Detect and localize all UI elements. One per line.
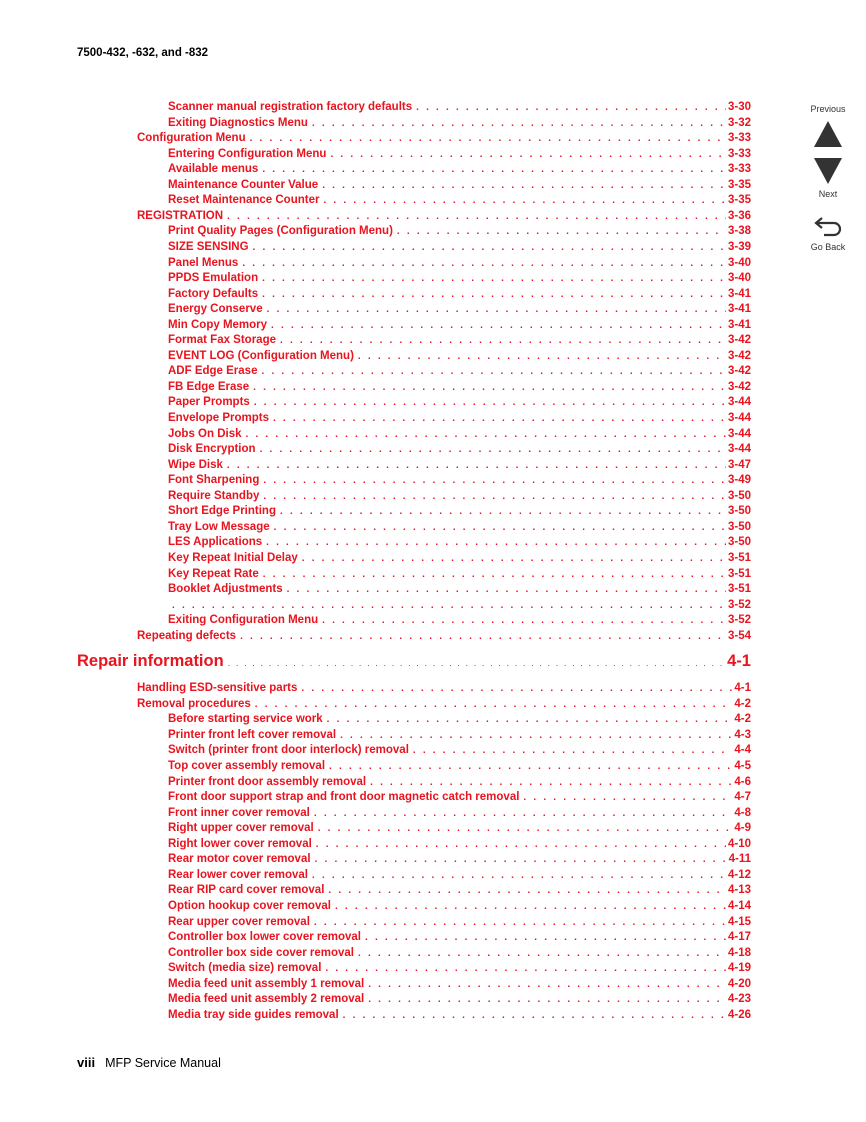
- dot-leader: [318, 821, 733, 836]
- toc-entry-label: Key Repeat Rate: [168, 567, 259, 580]
- toc-entry-label: Before starting service work: [168, 713, 323, 726]
- toc-entry[interactable]: [168, 239, 751, 255]
- toc-entry-page: 3-33: [727, 163, 751, 176]
- toc-entry-label: FB Edge Erase: [168, 380, 250, 393]
- go-back-arrow-icon: [806, 213, 850, 237]
- toc-entry[interactable]: [168, 805, 751, 821]
- toc-entry[interactable]: [168, 898, 751, 914]
- toc-entry-label: Media feed unit assembly 2 removal: [168, 993, 365, 1006]
- previous-page-button[interactable]: [806, 104, 850, 147]
- toc-entry-page: 3-40: [727, 272, 751, 285]
- toc-entry-page: 3-33: [727, 132, 751, 145]
- toc-entry-label: Printer front left cover removal: [168, 728, 337, 741]
- toc-entry[interactable]: [168, 991, 751, 1007]
- dot-leader: [280, 504, 726, 519]
- toc-entry[interactable]: [168, 581, 751, 597]
- toc-entry[interactable]: [168, 255, 751, 271]
- toc-entry[interactable]: [137, 130, 751, 146]
- toc-entry-page: 3-51: [727, 583, 751, 596]
- toc-entry[interactable]: [137, 208, 751, 224]
- toc-entry-page: 4-9: [734, 822, 751, 835]
- toc-entry-page: 3-41: [727, 303, 751, 316]
- toc-entry-page: 3-42: [727, 380, 751, 393]
- toc-entry-page: 3-50: [727, 536, 751, 549]
- toc-entry-label: REGISTRATION: [137, 209, 224, 222]
- toc-entry[interactable]: [168, 317, 751, 333]
- toc-entry[interactable]: [168, 410, 751, 426]
- toc-entry[interactable]: [168, 394, 751, 410]
- toc-entry-page: 3-38: [727, 225, 751, 238]
- go-back-label: Go Back: [810, 242, 846, 252]
- dot-leader: [263, 473, 726, 488]
- toc-entry-page: 3-51: [727, 551, 751, 564]
- toc-entry-label: Font Sharpening: [168, 474, 260, 487]
- toc-entry-page: 3-50: [727, 505, 751, 518]
- dot-leader: [271, 318, 726, 333]
- dot-leader: [240, 629, 726, 644]
- toc-entry-page: 4-6: [734, 775, 751, 788]
- toc-entry-label: Controller box side cover removal: [168, 946, 354, 959]
- toc-entry-page: 3-49: [727, 474, 751, 487]
- dot-leader: [267, 302, 726, 317]
- toc-entry[interactable]: [168, 472, 751, 488]
- toc-entry-page: 3-44: [727, 412, 751, 424]
- toc-entry-label: Right upper cover removal: [168, 822, 314, 835]
- toc-entry-page: 4-4: [734, 744, 751, 757]
- toc-entry[interactable]: [168, 99, 751, 115]
- toc-entry[interactable]: [168, 929, 751, 945]
- toc-entry-label: Right lower cover removal: [168, 837, 312, 850]
- toc-entry-label: Option hookup cover removal: [168, 899, 331, 912]
- toc-entry-label: Energy Conserve: [168, 303, 263, 316]
- toc-entry-label: Rear lower cover removal: [168, 868, 308, 881]
- toc-entry[interactable]: [137, 696, 751, 712]
- toc-entry-label: Paper Prompts: [168, 396, 250, 409]
- toc-entry[interactable]: [168, 379, 751, 395]
- toc-entry-label: Exiting Diagnostics Menu: [168, 116, 308, 129]
- toc-entry-page: 3-44: [727, 427, 751, 440]
- go-back-button[interactable]: [806, 213, 850, 252]
- dot-leader: [172, 598, 726, 613]
- toc-entry[interactable]: [168, 457, 751, 473]
- dot-leader: [242, 256, 726, 271]
- toc-entry-page: 3-39: [727, 240, 751, 253]
- toc-entry[interactable]: [137, 680, 751, 696]
- toc-entry-page: 3-33: [727, 147, 751, 160]
- toc-entry-label: ADF Edge Erase: [168, 365, 258, 378]
- dot-leader: [274, 520, 726, 535]
- dot-leader: [228, 652, 725, 672]
- toc-entry[interactable]: [137, 628, 751, 644]
- dot-leader: [302, 551, 726, 566]
- toc-entry-page: 4-15: [727, 915, 751, 928]
- toc-entry-label: Reset Maintenance Counter: [168, 194, 320, 207]
- dot-leader: [255, 697, 733, 712]
- dot-leader: [253, 240, 726, 255]
- toc-entry[interactable]: [168, 976, 751, 992]
- toc-entry[interactable]: [168, 742, 751, 758]
- dot-leader: [325, 961, 726, 976]
- toc-entry[interactable]: [168, 534, 751, 550]
- toc-entry[interactable]: [168, 426, 751, 442]
- toc-entry-page: 3-41: [727, 318, 751, 331]
- dot-leader: [227, 209, 726, 224]
- toc-entry-label: Switch (printer front door interlock) removal: [168, 744, 409, 757]
- toc-entry[interactable]: [168, 192, 751, 208]
- dot-leader: [330, 147, 726, 162]
- toc-entry-label: Booklet Adjustments: [168, 583, 283, 596]
- dot-leader: [227, 458, 726, 473]
- toc-entry-label: Jobs On Disk: [168, 427, 242, 440]
- dot-leader: [287, 582, 726, 597]
- page-footer: [77, 1055, 221, 1070]
- toc-entry[interactable]: [168, 488, 751, 504]
- toc-entry[interactable]: [168, 727, 751, 743]
- toc-entry[interactable]: [168, 820, 751, 836]
- toc-entry-page: 4-1: [727, 652, 751, 671]
- toc-entry-page: 3-54: [727, 629, 751, 642]
- toc-entry-label: Handling ESD-sensitive parts: [137, 682, 298, 695]
- toc-entry[interactable]: [168, 146, 751, 162]
- toc-entry[interactable]: [168, 223, 751, 239]
- toc-entry-page: 4-20: [727, 977, 751, 990]
- toc-entry-page: 3-52: [727, 614, 751, 627]
- dot-leader: [358, 349, 726, 364]
- dot-leader: [262, 162, 726, 177]
- dot-leader: [315, 852, 727, 867]
- dot-leader: [273, 411, 726, 426]
- toc-entry[interactable]: [168, 612, 751, 628]
- toc-entry-page: 4-2: [734, 697, 751, 710]
- toc-entry-page: 3-35: [727, 178, 751, 191]
- toc-entry-page: 4-19: [727, 962, 751, 975]
- toc-entry-page: 4-18: [727, 946, 751, 959]
- toc-entry-page: 4-3: [734, 728, 751, 741]
- toc-entry-label: Rear upper cover removal: [168, 915, 310, 928]
- dot-leader: [397, 224, 726, 239]
- toc-entry[interactable]: [168, 774, 751, 790]
- toc-entry-page: 4-14: [727, 899, 751, 912]
- toc-entry[interactable]: [168, 115, 751, 131]
- toc-entry-label: Media tray side guides removal: [168, 1008, 339, 1021]
- running-header: 7500-432, -632, and -832: [77, 47, 209, 59]
- toc-entry[interactable]: [168, 960, 751, 976]
- dot-leader: [358, 946, 726, 961]
- toc-entry-page: 3-47: [727, 458, 751, 471]
- toc-entry-label: SIZE SENSING: [168, 240, 249, 253]
- toc-entry-page: 3-42: [727, 365, 751, 378]
- toc-entry-label: Factory Defaults: [168, 287, 259, 300]
- toc-entry-label: Tray Low Message: [168, 520, 270, 533]
- toc-entry-label: Rear motor cover removal: [168, 853, 311, 866]
- next-page-button[interactable]: [806, 158, 850, 199]
- toc-entry[interactable]: [168, 851, 751, 867]
- toc-entry[interactable]: [168, 348, 751, 364]
- toc-entry-label: Removal procedures: [137, 697, 251, 710]
- dot-leader: [365, 930, 726, 945]
- dot-leader: [416, 100, 726, 115]
- toc-entry-page: 4-7: [734, 791, 751, 804]
- toc-entry-page: 3-42: [727, 349, 751, 362]
- toc-entry-label: EVENT LOG (Configuration Menu): [168, 349, 354, 362]
- dot-leader: [280, 333, 726, 348]
- toc-entry-page: 3-36: [727, 209, 751, 222]
- toc-entry[interactable]: [168, 301, 751, 317]
- dot-leader: [323, 193, 726, 208]
- toc-entry-label: Repair information: [77, 652, 224, 671]
- dot-leader: [301, 681, 732, 696]
- dot-leader: [261, 364, 725, 379]
- dot-leader: [312, 116, 726, 131]
- toc-entry-page: 4-10: [727, 837, 751, 850]
- toc-entry-label: Switch (media size) removal: [168, 962, 322, 975]
- toc-entry[interactable]: [168, 597, 751, 613]
- dot-leader: [370, 775, 732, 790]
- toc-entry-label: Front door support strap and front door magnetic catch removal: [168, 791, 520, 804]
- toc-entry[interactable]: [168, 789, 751, 805]
- toc-entry-label: Wipe Disk: [168, 458, 223, 471]
- toc-entry[interactable]: [168, 270, 751, 286]
- toc-entry-label: Maintenance Counter Value: [168, 178, 319, 191]
- dot-leader: [329, 759, 732, 774]
- dot-leader: [246, 427, 726, 442]
- toc-entry-page: 4-23: [727, 993, 751, 1006]
- previous-label: Previous: [810, 104, 846, 114]
- dot-leader: [263, 567, 726, 582]
- toc-entry-label: Media feed unit assembly 1 removal: [168, 977, 365, 990]
- toc-entry-page: 3-40: [727, 256, 751, 269]
- toc-entry-label: Configuration Menu: [137, 132, 246, 145]
- toc-entry-page: 3-50: [727, 520, 751, 533]
- dot-leader: [314, 806, 733, 821]
- toc-entry-label: Scanner manual registration factory defaults: [168, 101, 413, 113]
- dot-leader: [253, 380, 726, 395]
- triangle-up-icon: [814, 121, 842, 147]
- toc-entry-page: 4-17: [727, 931, 751, 944]
- toc-entry[interactable]: [168, 332, 751, 348]
- dot-leader: [340, 728, 732, 743]
- dot-leader: [254, 395, 726, 410]
- toc-entry-page: 3-44: [727, 396, 751, 409]
- toc-entry-page: 3-32: [727, 116, 751, 129]
- toc-entry-label: Rear RIP card cover removal: [168, 884, 325, 897]
- toc-entry-label: Print Quality Pages (Configuration Menu): [168, 225, 393, 238]
- dot-leader: [314, 915, 726, 930]
- toc-entry[interactable]: [168, 1007, 751, 1023]
- toc-entry-label: Controller box lower cover removal: [168, 931, 362, 944]
- triangle-down-icon: [814, 158, 842, 184]
- toc-entry-label: Repeating defects: [137, 629, 237, 642]
- dot-leader: [327, 712, 733, 727]
- toc-entry[interactable]: [168, 914, 751, 930]
- next-label: Next: [818, 189, 838, 199]
- toc-entry-page: 4-2: [734, 713, 751, 726]
- toc-entry-label: Format Fax Storage: [168, 334, 276, 347]
- toc-entry-label: Min Copy Memory: [168, 318, 268, 331]
- dot-leader: [523, 790, 732, 805]
- dot-leader: [413, 743, 732, 758]
- toc-entry-label: Short Edge Printing: [168, 505, 276, 518]
- toc-entry[interactable]: [168, 867, 751, 883]
- toc-entry-label: Available menus: [168, 163, 259, 176]
- dot-leader: [262, 287, 726, 302]
- dot-leader: [263, 489, 726, 504]
- toc-entry-page: 3-41: [727, 287, 751, 300]
- dot-leader: [316, 837, 726, 852]
- toc-entry-page: 3-42: [727, 334, 751, 347]
- dot-leader: [250, 131, 726, 146]
- toc-entry-label: Key Repeat Initial Delay: [168, 551, 298, 564]
- dot-leader: [368, 977, 726, 992]
- toc-entry-label: Disk Encryption: [168, 443, 256, 456]
- dot-leader: [266, 535, 726, 550]
- toc-entry-label: Exiting Configuration Menu: [168, 614, 319, 627]
- toc-entry[interactable]: [168, 711, 751, 727]
- toc-entry-label: Entering Configuration Menu: [168, 147, 327, 160]
- toc-entry[interactable]: [168, 519, 751, 535]
- toc-entry-page: 4-12: [727, 868, 751, 881]
- toc-entry-page: 4-13: [727, 884, 751, 897]
- toc-entry-label: Envelope Prompts: [168, 412, 269, 424]
- toc-entry-label: PPDS Emulation: [168, 272, 259, 285]
- toc-entry[interactable]: [77, 650, 751, 672]
- dot-leader: [312, 868, 726, 883]
- toc-entry[interactable]: [168, 836, 751, 852]
- toc-entry[interactable]: [168, 177, 751, 193]
- dot-leader: [262, 271, 726, 286]
- toc-entry-page: 4-11: [728, 853, 751, 866]
- dot-leader: [322, 613, 726, 628]
- toc-entry[interactable]: [168, 286, 751, 302]
- dot-leader: [322, 178, 726, 193]
- toc-entry-label: Panel Menus: [168, 256, 239, 269]
- toc-entry-page: 4-1: [734, 682, 751, 695]
- toc-entry-page: 3-52: [727, 598, 751, 611]
- toc-entry[interactable]: [168, 945, 751, 961]
- toc-entry-page: 3-35: [727, 194, 751, 207]
- toc-entry[interactable]: [168, 758, 751, 774]
- toc-entry[interactable]: [168, 882, 751, 898]
- toc-entry[interactable]: [168, 503, 751, 519]
- toc-entry-page: 4-8: [734, 806, 751, 819]
- toc-entry[interactable]: [168, 363, 751, 379]
- footer-page-number: viii: [77, 1055, 96, 1070]
- toc-entry[interactable]: [168, 441, 751, 457]
- dot-leader: [328, 883, 726, 898]
- dot-leader: [335, 899, 726, 914]
- toc-entry-label: LES Applications: [168, 536, 263, 549]
- toc-entry-page: 3-51: [727, 567, 751, 580]
- toc-entry-page: 3-44: [727, 443, 751, 456]
- dot-leader: [343, 1008, 726, 1023]
- toc-entry-label: Top cover assembly removal: [168, 760, 326, 772]
- toc-entry-label: Front inner cover removal: [168, 806, 310, 819]
- toc-entry[interactable]: [168, 550, 751, 566]
- toc-entry-label: Printer front door assembly removal: [168, 775, 367, 788]
- toc-entry-page: 4-26: [727, 1008, 751, 1021]
- footer-manual-title: MFP Service Manual: [105, 1056, 221, 1070]
- toc-entry-page: 4-5: [734, 760, 751, 772]
- toc-entry[interactable]: [168, 161, 751, 177]
- dot-leader: [368, 992, 726, 1007]
- dot-leader: [260, 442, 726, 457]
- toc-entry-page: 3-30: [727, 101, 751, 113]
- toc-entry[interactable]: [168, 566, 751, 582]
- toc-entry-page: 3-50: [727, 489, 751, 502]
- toc-entry-label: Require Standby: [168, 489, 260, 502]
